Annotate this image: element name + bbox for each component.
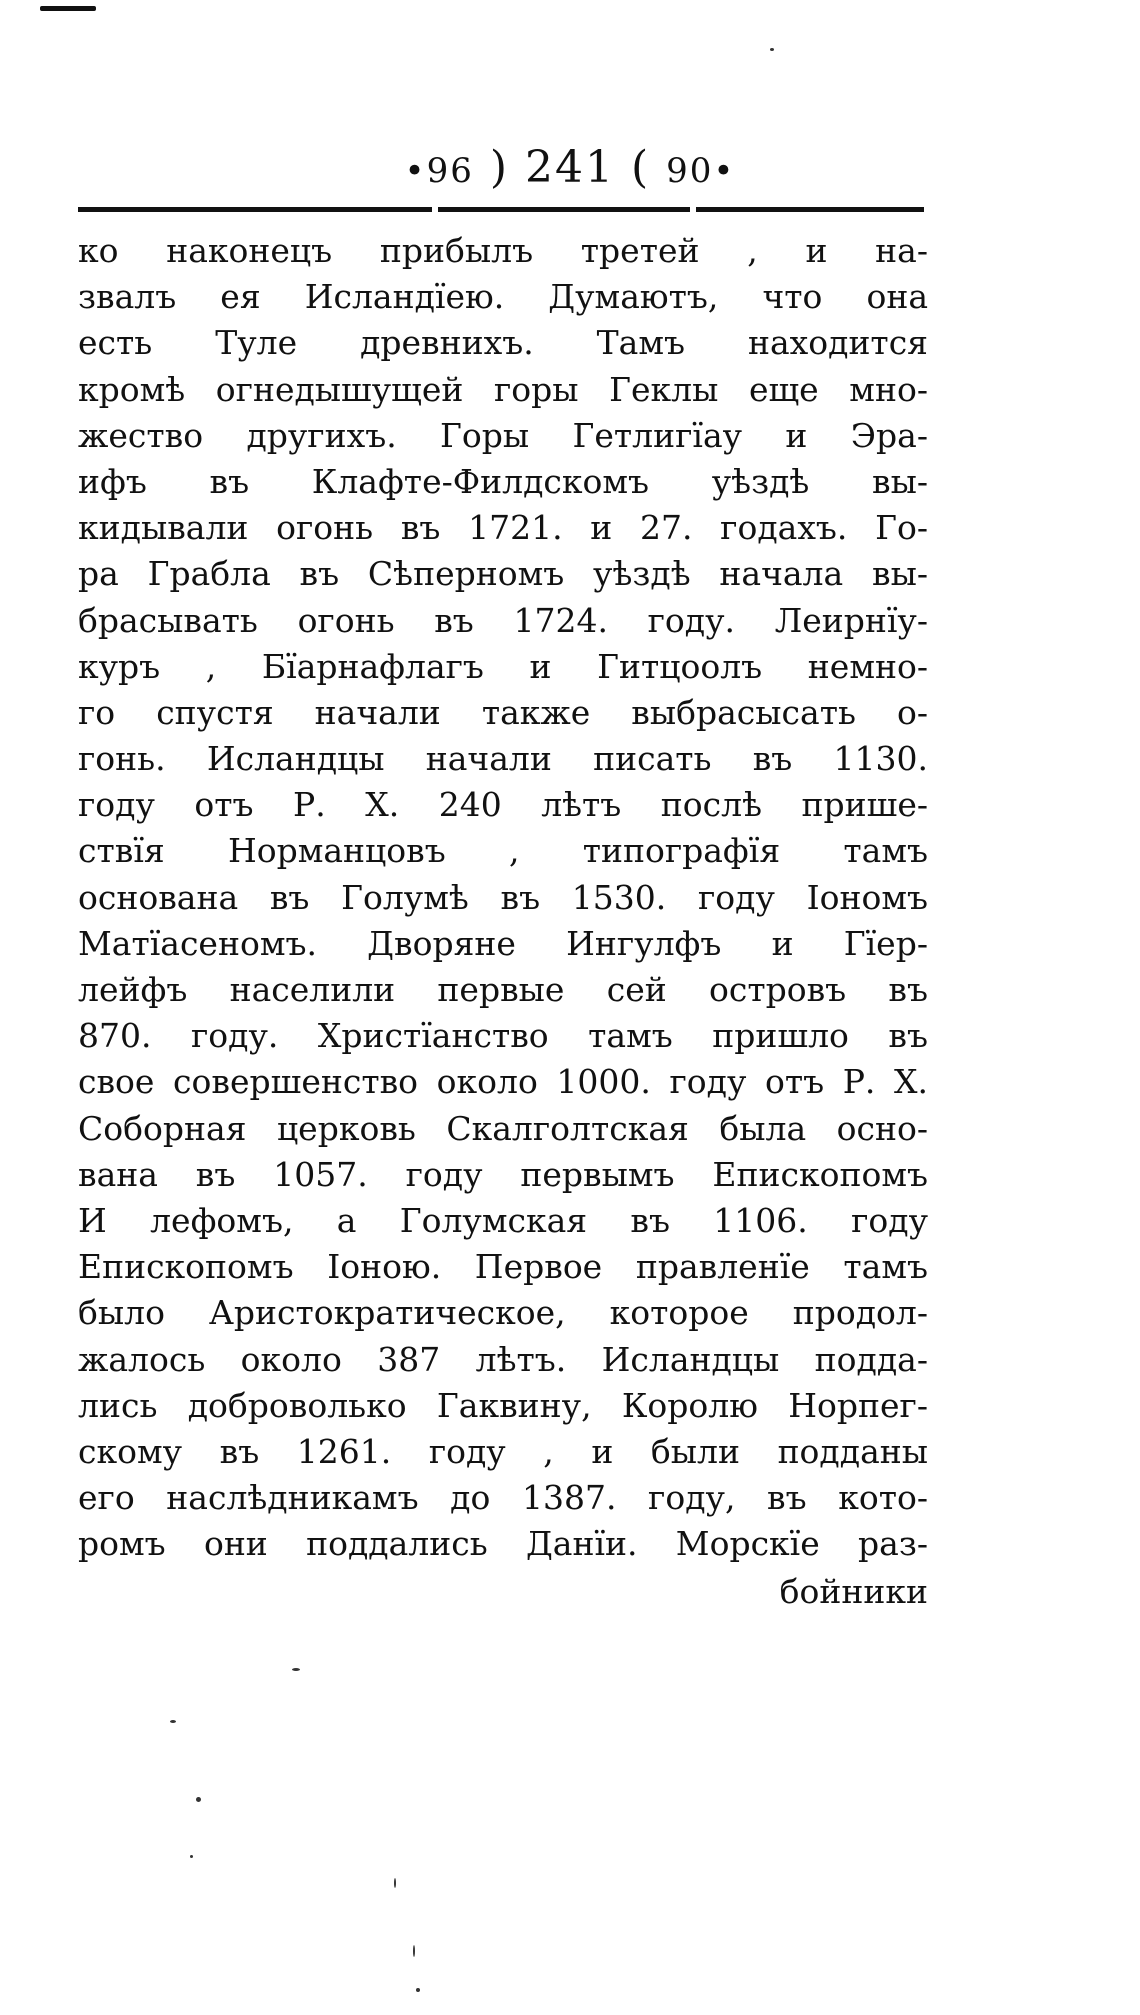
- text-line: ра Грабла въ Сѣперномъ уѣздѣ начала вы-: [78, 554, 928, 594]
- text-line: есть Туле древнихъ. Тамъ находится: [78, 323, 928, 363]
- paper-speck: [292, 1668, 300, 1671]
- header-ornament-left: •96: [404, 151, 474, 191]
- paper-speck: [170, 1720, 176, 1723]
- text-line: лись доброволько Гаквину, Королю Норпег-: [78, 1385, 928, 1425]
- paper-speck: [416, 1988, 420, 1992]
- text-line: его наслѣдникамъ до 1387. году, въ кото-: [78, 1478, 928, 1518]
- header-ornament-right: 90•: [666, 151, 736, 191]
- text-line: жество другихъ. Горы Гетлигïау и Эра-: [78, 415, 928, 455]
- header-rule-right: [696, 207, 924, 212]
- ink-mark: [40, 6, 96, 11]
- text-line: ифъ въ Клафте-Филдскомъ уѣздѣ вы-: [78, 461, 928, 501]
- text-line: гонь. Исландцы начали писать въ 1130.: [78, 739, 928, 779]
- text-line: куръ , Бïарнафлагъ и Гитцоолъ немно-: [78, 646, 928, 686]
- text-line: ко наконецъ прибылъ третей , и на-: [78, 231, 928, 270]
- paper-speck: [190, 1855, 193, 1858]
- paper-speck: [394, 1878, 396, 1888]
- text-line: кидывали огонь въ 1721. и 27. годахъ. Го-: [78, 508, 928, 548]
- text-line: кромѣ огнедышущей горы Геклы еще мно-: [78, 369, 928, 409]
- text-line: звалъ ея Исландïею. Думаютъ, что она: [78, 277, 928, 317]
- page-number: ) 241 (: [489, 142, 651, 193]
- text-line: ромъ они поддались Данïи. Морскïе раз-: [78, 1524, 928, 1564]
- catchword: бойники: [779, 1572, 928, 1612]
- paper-speck: [196, 1797, 201, 1802]
- text-line: свое совершенство около 1000. году отъ Р. Х.: [78, 1062, 928, 1102]
- text-line: ствïя Норманцовъ , типографïя тамъ: [78, 831, 928, 871]
- page-header: [0, 142, 1140, 193]
- text-line: вана въ 1057. году первымъ Епископомъ: [78, 1154, 928, 1194]
- text-line: 870. году. Христïанство тамъ пришло въ: [78, 1016, 928, 1056]
- text-line: Соборная церковь Скалголтская была осно-: [78, 1108, 928, 1148]
- paper-speck: [413, 1945, 415, 1957]
- header-rule-left: [78, 207, 432, 212]
- text-line: брасывать огонь въ 1724. году. Леирнïу-: [78, 600, 928, 640]
- text-line: скому въ 1261. году , и были подданы: [78, 1431, 928, 1471]
- text-line: Епископомъ Іоною. Первое правленïе тамъ: [78, 1247, 928, 1287]
- text-line: И лефомъ, а Голумская въ 1106. году: [78, 1200, 928, 1240]
- text-line: было Аристократическое, которое продол-: [78, 1293, 928, 1333]
- paper-speck: [770, 48, 774, 51]
- text-line: Матïасеномъ. Дворяне Ингулфъ и Гïер-: [78, 923, 928, 963]
- text-line: основана въ Голумѣ въ 1530. году Іономъ: [78, 877, 928, 917]
- text-line: жалось около 387 лѣтъ. Исландцы подда-: [78, 1339, 928, 1379]
- body-text: [78, 228, 928, 1616]
- text-line: году отъ Р. Х. 240 лѣтъ послѣ прише-: [78, 785, 928, 825]
- text-line: го спустя начали также выбрасысать о-: [78, 692, 928, 732]
- text-line: лейфъ населили первые сей островъ въ: [78, 970, 928, 1009]
- header-rule-middle: [438, 207, 690, 212]
